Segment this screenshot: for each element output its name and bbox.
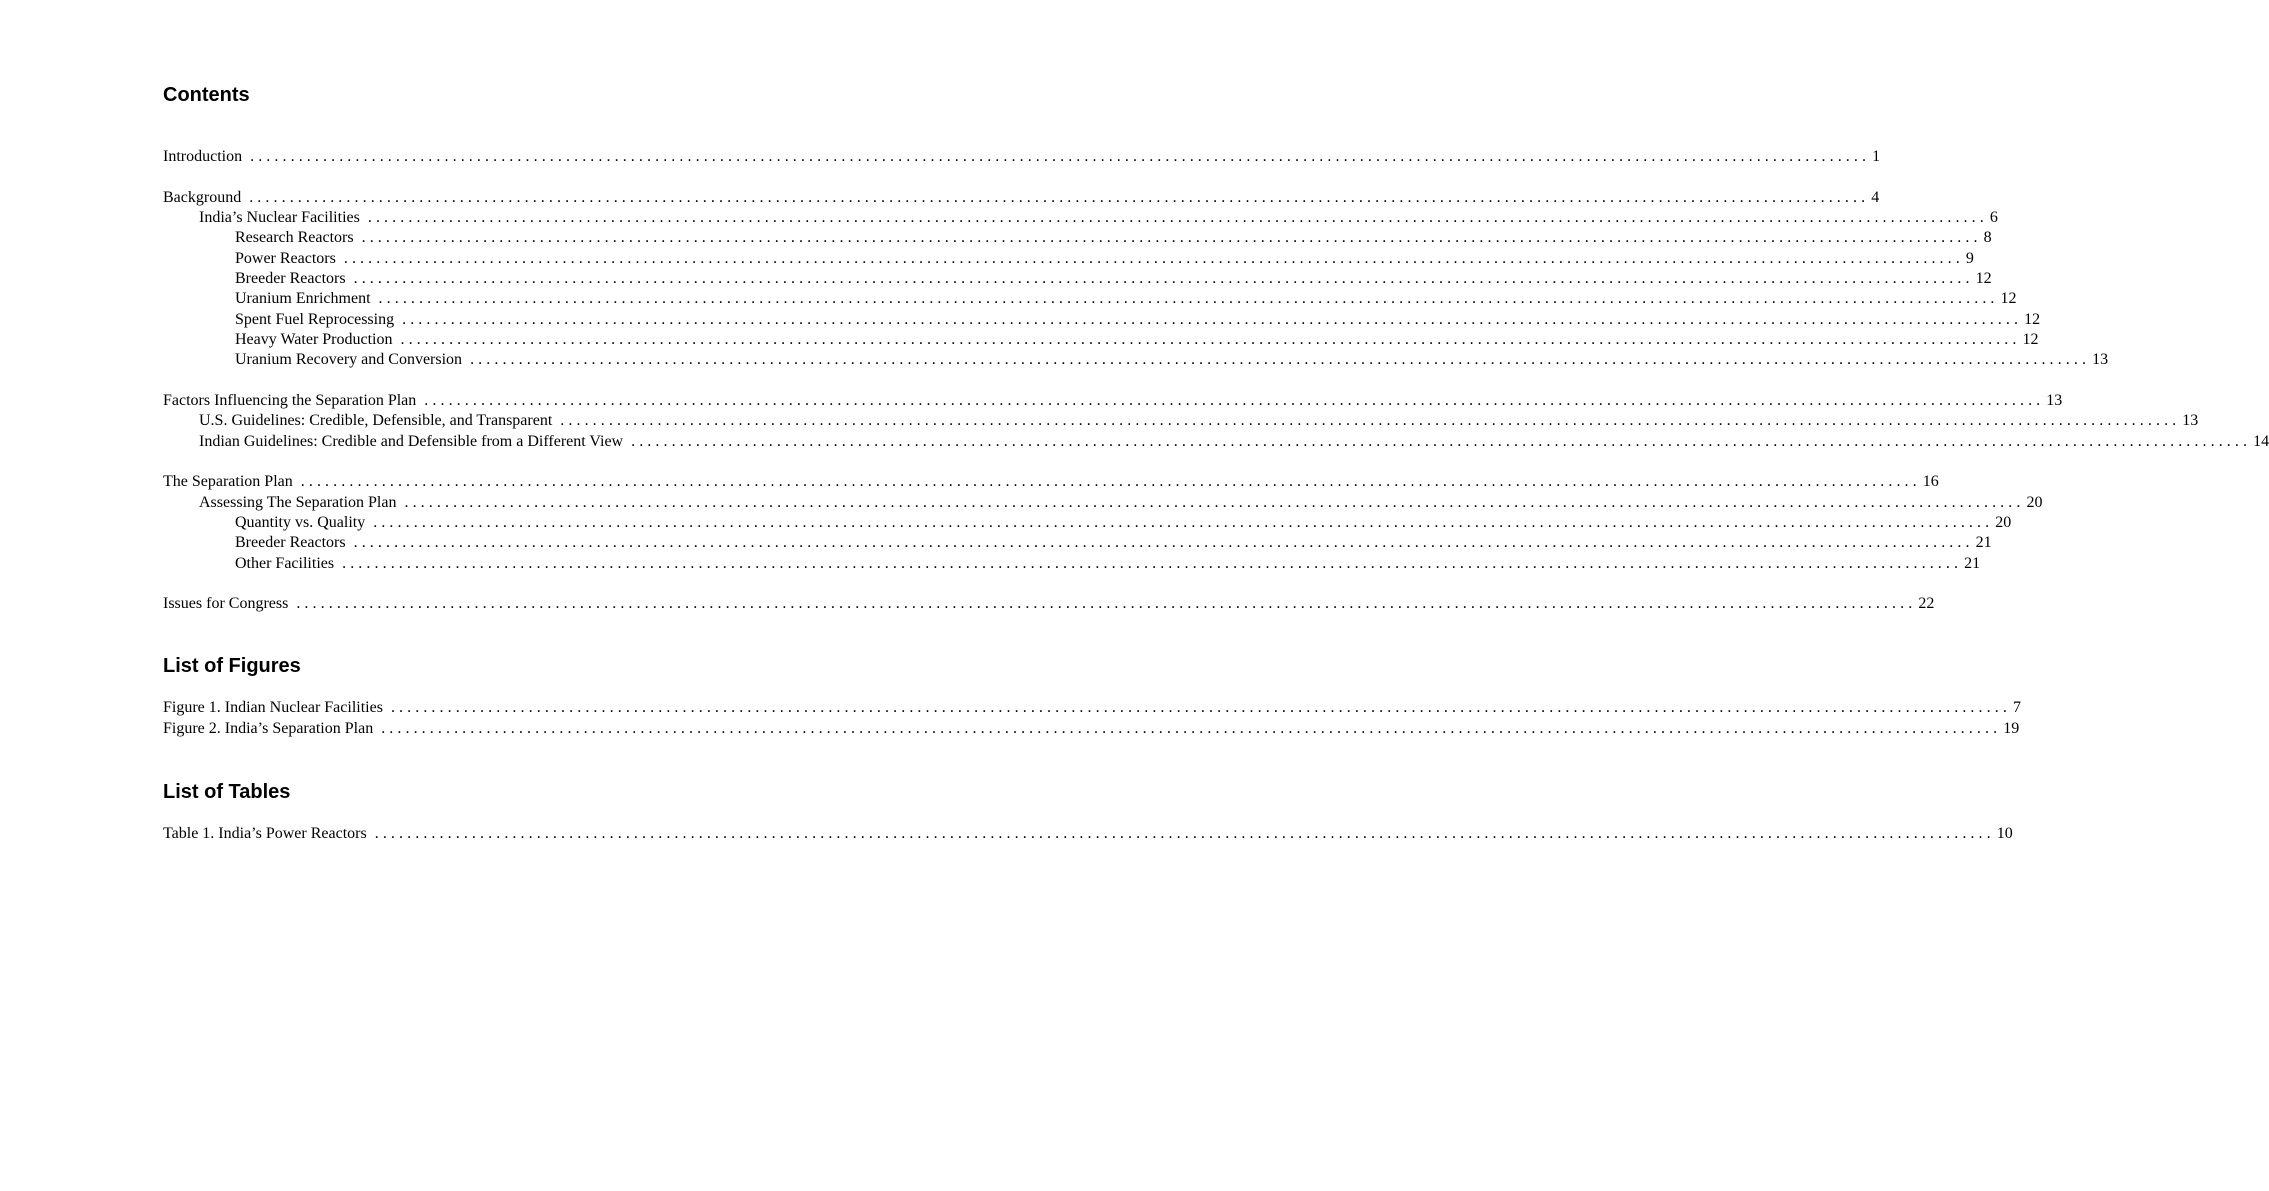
toc-entry-page: 12 bbox=[2024, 311, 2041, 328]
toc-entry-label: Factors Influencing the Separation Plan bbox=[163, 392, 417, 409]
toc-entry-page: 20 bbox=[1995, 514, 2012, 531]
toc-entry-page: 10 bbox=[1996, 825, 2013, 842]
toc-entry-page: 12 bbox=[1975, 270, 1992, 287]
toc-entry[interactable] bbox=[199, 411, 2199, 431]
dot-leader: ........................................................................................................................................................................................................ bbox=[631, 433, 2252, 450]
toc-entry[interactable] bbox=[163, 147, 1881, 167]
toc-entry-label: Figure 2. India’s Separation Plan bbox=[163, 720, 374, 737]
toc-entry-label: Indian Guidelines: Credible and Defensible from a Different View bbox=[199, 433, 624, 450]
dot-leader: ........................................................................................................................................................................................................ bbox=[296, 595, 1917, 612]
dot-leader: ........................................................................................................................................................................................................ bbox=[378, 290, 1999, 307]
dot-leader: ........................................................................................................................................................................................................ bbox=[560, 412, 2181, 429]
dot-leader: ........................................................................................................................................................................................................ bbox=[250, 148, 1871, 165]
dot-leader: ........................................................................................................................................................................................................ bbox=[343, 250, 1964, 267]
toc-entry-label: Issues for Congress bbox=[163, 595, 289, 612]
dot-leader: ........................................................................................................................................................................................................ bbox=[424, 392, 2045, 409]
figure-entry[interactable] bbox=[163, 719, 2020, 739]
list-of-figures-heading: List of Figures bbox=[163, 655, 301, 677]
toc-entry-page: 12 bbox=[2000, 290, 2017, 307]
dot-leader: ........................................................................................................................................................................................................ bbox=[249, 189, 1870, 206]
toc-entry-page: 6 bbox=[1989, 209, 1998, 226]
dot-leader: ........................................................................................................................................................................................................ bbox=[390, 699, 2011, 716]
toc-entry[interactable] bbox=[235, 249, 1974, 269]
toc-entry-page: 13 bbox=[2046, 392, 2063, 409]
toc-entry[interactable] bbox=[199, 208, 1998, 228]
toc-entry-page: 4 bbox=[1871, 189, 1880, 206]
toc-entry-page: 16 bbox=[1922, 473, 1939, 490]
dot-leader: ........................................................................................................................................................................................................ bbox=[470, 351, 2091, 368]
dot-leader: ........................................................................................................................................................................................................ bbox=[300, 473, 1921, 490]
toc-entry[interactable] bbox=[235, 310, 2041, 330]
toc-entry-page: 21 bbox=[1975, 534, 1992, 551]
dot-leader: ........................................................................................................................................................................................................ bbox=[367, 209, 1988, 226]
toc-entry-label: Table 1. India’s Power Reactors bbox=[163, 825, 367, 842]
toc-entry-label: Breeder Reactors bbox=[235, 534, 346, 551]
dot-leader: ........................................................................................................................................................................................................ bbox=[361, 229, 1982, 246]
toc-entry-label: U.S. Guidelines: Credible, Defensible, and Transparent bbox=[199, 412, 553, 429]
toc-entry-page: 7 bbox=[2012, 699, 2021, 716]
dot-leader: ........................................................................................................................................................................................................ bbox=[373, 514, 1994, 531]
toc-entry-label: The Separation Plan bbox=[163, 473, 293, 490]
toc-entry[interactable] bbox=[235, 228, 1992, 248]
toc-entry-label: Uranium Enrichment bbox=[235, 290, 371, 307]
toc-entry-label: Heavy Water Production bbox=[235, 331, 393, 348]
toc-entry-label: Background bbox=[163, 189, 242, 206]
toc-entry-label: India’s Nuclear Facilities bbox=[199, 209, 360, 226]
toc-entry[interactable] bbox=[235, 533, 1992, 553]
toc-entry-label: Breeder Reactors bbox=[235, 270, 346, 287]
toc-entry[interactable] bbox=[163, 594, 1935, 614]
toc-entry[interactable] bbox=[163, 391, 2063, 411]
toc-entry-page: 19 bbox=[2003, 720, 2020, 737]
toc-entry[interactable] bbox=[199, 432, 2269, 452]
toc-entry-page: 9 bbox=[1965, 250, 1974, 267]
table-entry[interactable] bbox=[163, 824, 2013, 844]
toc-entry-label: Research Reactors bbox=[235, 229, 354, 246]
toc-entry[interactable] bbox=[235, 554, 1981, 574]
toc-entry[interactable] bbox=[235, 513, 2012, 533]
dot-leader: ........................................................................................................................................................................................................ bbox=[402, 311, 2023, 328]
figure-entry[interactable] bbox=[163, 698, 2021, 718]
toc-entry-page: 1 bbox=[1872, 148, 1881, 165]
toc-entry[interactable] bbox=[163, 188, 1880, 208]
toc-entry-label: Assessing The Separation Plan bbox=[199, 494, 397, 511]
toc-entry-label: Spent Fuel Reprocessing bbox=[235, 311, 395, 328]
list-of-tables-heading: List of Tables bbox=[163, 781, 291, 803]
toc-entry-label: Introduction bbox=[163, 148, 243, 165]
toc-entry-label: Figure 1. Indian Nuclear Facilities bbox=[163, 699, 383, 716]
toc-entry-page: 14 bbox=[2253, 433, 2269, 450]
toc-entry-page: 12 bbox=[2022, 331, 2039, 348]
toc-entry-page: 8 bbox=[1983, 229, 1992, 246]
toc-entry[interactable] bbox=[235, 289, 2017, 309]
toc-entry[interactable] bbox=[235, 269, 1992, 289]
toc-entry[interactable] bbox=[199, 493, 2043, 513]
dot-leader: ........................................................................................................................................................................................................ bbox=[342, 555, 1963, 572]
toc-entry-page: 20 bbox=[2026, 494, 2043, 511]
toc-entry-page: 21 bbox=[1964, 555, 1981, 572]
dot-leader: ........................................................................................................................................................................................................ bbox=[353, 270, 1974, 287]
toc-entry[interactable] bbox=[163, 472, 1939, 492]
toc-entry[interactable] bbox=[235, 330, 2039, 350]
toc-entry[interactable] bbox=[235, 350, 2109, 370]
contents-heading: Contents bbox=[163, 84, 250, 106]
toc-entry-page: 22 bbox=[1918, 595, 1935, 612]
dot-leader: ........................................................................................................................................................................................................ bbox=[404, 494, 2025, 511]
toc-entry-label: Uranium Recovery and Conversion bbox=[235, 351, 463, 368]
toc-entry-label: Other Facilities bbox=[235, 555, 335, 572]
toc-entry-label: Power Reactors bbox=[235, 250, 336, 267]
toc-entry-page: 13 bbox=[2092, 351, 2109, 368]
dot-leader: ........................................................................................................................................................................................................ bbox=[381, 720, 2002, 737]
toc-entry-page: 13 bbox=[2182, 412, 2199, 429]
toc-entry-label: Quantity vs. Quality bbox=[235, 514, 366, 531]
dot-leader: ........................................................................................................................................................................................................ bbox=[353, 534, 1974, 551]
dot-leader: ........................................................................................................................................................................................................ bbox=[400, 331, 2021, 348]
dot-leader: ........................................................................................................................................................................................................ bbox=[374, 825, 1995, 842]
